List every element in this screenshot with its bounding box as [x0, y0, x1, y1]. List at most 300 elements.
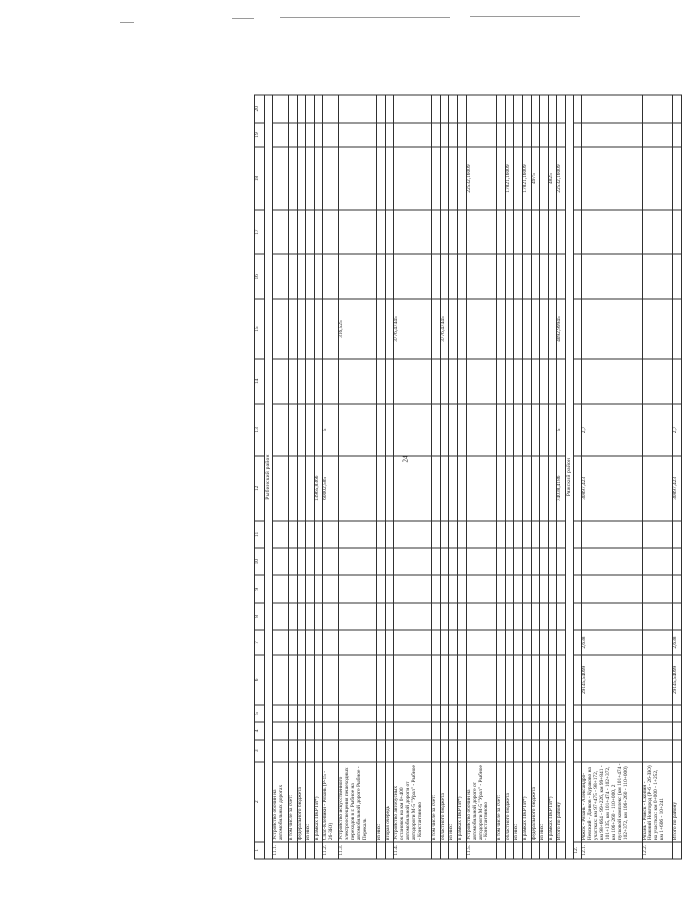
table-cell	[582, 147, 642, 209]
row-name: областного бюджета	[505, 762, 514, 842]
value-cell: 17821,16009	[505, 147, 514, 209]
table-cell	[377, 456, 386, 521]
row-name: вторая очередь	[385, 762, 394, 842]
table-cell	[557, 575, 566, 602]
page-number: 24	[401, 455, 410, 463]
table-cell	[314, 210, 323, 255]
table-cell	[531, 630, 540, 655]
row-number	[523, 842, 532, 859]
table-cell	[557, 521, 566, 548]
table-cell	[288, 147, 297, 209]
table-cell	[314, 655, 323, 705]
table-cell	[505, 740, 514, 762]
row-number: 12.2.	[642, 842, 673, 859]
table-cell	[523, 603, 532, 630]
table-row	[673, 95, 682, 859]
table-cell	[306, 456, 315, 521]
col-header: 14	[255, 359, 265, 404]
table-cell	[323, 123, 339, 148]
row-name: в рамках ПКРТИ*)	[314, 762, 323, 842]
table-cell	[432, 521, 441, 548]
col-header: 13	[255, 404, 265, 456]
table-cell	[523, 521, 532, 548]
table-cell	[449, 630, 458, 655]
table-cell	[306, 299, 315, 359]
table-cell	[339, 740, 377, 762]
table-cell	[377, 299, 386, 359]
table-row	[531, 95, 540, 859]
table-row	[565, 95, 573, 859]
table-cell	[582, 521, 642, 548]
table-cell	[548, 123, 557, 148]
table-cell	[288, 254, 297, 299]
table-cell	[297, 521, 306, 548]
table-cell	[466, 123, 497, 148]
table-cell	[673, 254, 682, 299]
table-cell	[288, 210, 297, 255]
table-cell	[505, 123, 514, 148]
table-cell	[531, 359, 540, 404]
table-cell	[385, 95, 394, 123]
table-cell	[323, 359, 339, 404]
table-cell	[323, 521, 339, 548]
table-cell	[288, 722, 297, 739]
value-cell: 22532,16009	[466, 147, 497, 209]
table-cell	[514, 655, 523, 705]
table-cell	[273, 655, 289, 705]
table-cell	[440, 456, 449, 521]
table-cell	[497, 655, 506, 705]
table-cell	[377, 359, 386, 404]
table-cell	[394, 521, 432, 548]
table-cell	[449, 95, 458, 123]
table-row	[432, 95, 441, 859]
table-cell	[540, 254, 549, 299]
table-cell	[314, 521, 323, 548]
table-cell	[531, 722, 540, 739]
table-cell	[557, 705, 566, 722]
table-cell	[323, 740, 339, 762]
table-cell	[523, 404, 532, 456]
table-cell	[642, 147, 673, 209]
table-cell	[505, 521, 514, 548]
table-cell	[273, 456, 289, 521]
table-cell	[449, 655, 458, 705]
table-cell	[514, 603, 523, 630]
value-cell: 17821,16009	[523, 147, 532, 209]
table-cell	[394, 147, 432, 209]
table-cell	[540, 548, 549, 575]
value-cell: 316,525	[339, 299, 377, 359]
table-cell	[514, 210, 523, 255]
table-cell	[377, 254, 386, 299]
table-cell	[540, 630, 549, 655]
table-cell	[642, 456, 673, 521]
table-cell	[557, 548, 566, 575]
table-cell	[297, 630, 306, 655]
col-header: 4	[255, 722, 265, 739]
table-cell	[314, 123, 323, 148]
table-cell	[440, 404, 449, 456]
row-number	[440, 842, 449, 859]
table-cell	[449, 210, 458, 255]
row-name: Устройство искусственного электроосвещения пешеходных переходов в г. Рыбное на автомобильной дороге Рыбное - Перекаль	[339, 762, 377, 842]
table-cell	[297, 95, 306, 123]
row-number	[449, 842, 458, 859]
table-cell	[297, 404, 306, 456]
table-cell	[323, 630, 339, 655]
table-row	[557, 95, 566, 859]
table-cell	[394, 456, 432, 521]
table-cell	[673, 603, 682, 630]
table-cell	[314, 147, 323, 209]
table-cell	[514, 521, 523, 548]
table-cell	[514, 740, 523, 762]
table-cell	[314, 705, 323, 722]
table-cell	[642, 548, 673, 575]
row-name: федерального бюджета	[531, 762, 540, 842]
table-cell	[306, 147, 315, 209]
table-cell	[394, 722, 432, 739]
table-cell	[297, 603, 306, 630]
table-cell	[531, 740, 540, 762]
table-cell	[377, 521, 386, 548]
table-cell	[385, 740, 394, 762]
table-cell	[385, 123, 394, 148]
table-cell	[673, 299, 682, 359]
table-cell	[466, 740, 497, 762]
table-cell	[673, 210, 682, 255]
table-cell	[449, 603, 458, 630]
col-header: 19	[255, 123, 265, 148]
table-cell	[540, 740, 549, 762]
table-cell	[514, 705, 523, 722]
table-cell	[297, 456, 306, 521]
value-cell: 2,638	[673, 630, 682, 655]
table-cell	[582, 548, 642, 575]
row-name: из них:	[540, 762, 549, 842]
table-cell	[642, 521, 673, 548]
row-name: Итого по району	[557, 762, 566, 842]
table-cell	[288, 299, 297, 359]
table-cell	[306, 548, 315, 575]
table-cell	[323, 722, 339, 739]
table-row	[497, 95, 506, 859]
table-cell	[540, 722, 549, 739]
table-cell	[557, 210, 566, 255]
table-cell	[548, 603, 557, 630]
table-cell	[523, 740, 532, 762]
table-cell	[523, 705, 532, 722]
table-cell	[497, 359, 506, 404]
table-cell	[582, 123, 642, 148]
table-cell	[673, 359, 682, 404]
table-cell	[323, 254, 339, 299]
table-cell	[273, 254, 289, 299]
value-cell: 22532,16009	[557, 147, 566, 209]
table-cell	[306, 521, 315, 548]
table-cell	[314, 740, 323, 762]
section-title-rybinsky: Рыбинский район	[265, 95, 273, 859]
table-cell	[377, 630, 386, 655]
row-number: 12.	[573, 842, 582, 859]
table-cell	[466, 95, 497, 123]
table-cell	[377, 210, 386, 255]
value-cell: 13965,8366	[314, 456, 323, 521]
table-cell	[314, 299, 323, 359]
row-number	[673, 842, 682, 859]
table-cell	[642, 254, 673, 299]
scan-artifact	[120, 22, 134, 23]
value-cell: 29145,54099	[673, 655, 682, 705]
table-cell	[440, 254, 449, 299]
table-cell	[273, 123, 289, 148]
table-cell	[339, 359, 377, 404]
table-cell	[458, 603, 467, 630]
table-cell	[573, 575, 582, 602]
table-row	[377, 95, 386, 859]
table-cell	[323, 210, 339, 255]
table-cell	[548, 705, 557, 722]
table-cell	[273, 548, 289, 575]
table-cell	[273, 359, 289, 404]
table-cell	[288, 359, 297, 404]
table-cell	[557, 359, 566, 404]
table-cell	[505, 95, 514, 123]
table-cell	[548, 655, 557, 705]
row-number	[458, 842, 467, 859]
value-cell: 2,7	[582, 404, 642, 456]
table-cell	[548, 575, 557, 602]
row-number: 11.5.	[466, 842, 497, 859]
table-cell	[394, 404, 432, 456]
table-cell	[440, 548, 449, 575]
col-header: 8	[255, 603, 265, 630]
col-header: 9	[255, 575, 265, 602]
table-cell	[273, 404, 289, 456]
table-cell	[582, 254, 642, 299]
col-header: 10	[255, 548, 265, 575]
table-cell	[531, 210, 540, 255]
table-cell	[339, 603, 377, 630]
table-cell	[497, 548, 506, 575]
row-name: из них:	[306, 762, 315, 842]
table-cell	[288, 95, 297, 123]
table-row	[540, 95, 549, 859]
table-cell	[466, 575, 497, 602]
table-body	[273, 95, 682, 859]
table-cell	[673, 705, 682, 722]
table-cell	[497, 575, 506, 602]
table-cell	[394, 575, 432, 602]
table-cell	[523, 123, 532, 148]
table-cell	[514, 630, 523, 655]
table-cell	[497, 404, 506, 456]
table-row	[458, 95, 467, 859]
table-cell	[432, 740, 441, 762]
table-cell	[394, 630, 432, 655]
table-cell	[531, 254, 540, 299]
table-cell	[458, 722, 467, 739]
table-cell	[273, 95, 289, 123]
table-cell	[466, 630, 497, 655]
table-cell	[466, 254, 497, 299]
table-cell	[385, 630, 394, 655]
table-cell	[449, 740, 458, 762]
table-cell	[540, 603, 549, 630]
table-cell	[449, 456, 458, 521]
table-cell	[449, 548, 458, 575]
table-cell	[505, 575, 514, 602]
table-cell	[497, 254, 506, 299]
table-cell	[377, 740, 386, 762]
table-cell	[288, 575, 297, 602]
table-cell	[458, 456, 467, 521]
row-number	[557, 842, 566, 859]
table-cell	[505, 630, 514, 655]
table-cell	[497, 740, 506, 762]
table-cell	[540, 210, 549, 255]
table-cell	[557, 630, 566, 655]
table-cell	[531, 655, 540, 705]
table-cell	[497, 95, 506, 123]
table-cell	[573, 722, 582, 739]
table-cell	[673, 521, 682, 548]
col-header: 5	[255, 705, 265, 722]
row-number	[377, 842, 386, 859]
col-header: 18	[255, 147, 265, 209]
table-cell	[573, 705, 582, 722]
table-cell	[540, 299, 549, 359]
table-cell	[440, 95, 449, 123]
table-cell	[339, 254, 377, 299]
table-cell	[458, 147, 467, 209]
table-cell	[466, 456, 497, 521]
table-cell	[394, 603, 432, 630]
table-cell	[540, 123, 549, 148]
col-header: 1	[255, 842, 265, 859]
table-cell	[297, 705, 306, 722]
table-row	[323, 95, 339, 859]
table-cell	[323, 299, 339, 359]
table-cell	[642, 404, 673, 456]
table-cell	[385, 722, 394, 739]
table-cell	[540, 359, 549, 404]
table-cell	[449, 404, 458, 456]
table-row	[642, 95, 673, 859]
table-cell	[339, 456, 377, 521]
table-cell	[505, 655, 514, 705]
table-cell	[573, 95, 582, 123]
col-header: 15	[255, 299, 265, 359]
row-name: Спас-Клепики - Рязань (Р-15 - 26-ЗЮ)	[323, 762, 339, 842]
table-cell	[642, 299, 673, 359]
table-cell	[573, 603, 582, 630]
table-cell	[440, 123, 449, 148]
table-cell	[440, 722, 449, 739]
table-cell	[297, 655, 306, 705]
row-name: областного бюджета	[440, 762, 449, 842]
table-cell	[432, 575, 441, 602]
table-cell	[458, 359, 467, 404]
table-cell	[377, 95, 386, 123]
table-cell	[514, 254, 523, 299]
table-cell	[466, 404, 497, 456]
table-cell	[514, 575, 523, 602]
table-cell	[582, 95, 642, 123]
table-cell	[548, 359, 557, 404]
table-cell	[432, 254, 441, 299]
table-cell	[288, 521, 297, 548]
row-name: Устройство обочин на автомобильных дорогах	[273, 762, 289, 842]
table-cell	[385, 456, 394, 521]
table-cell	[440, 603, 449, 630]
table-cell	[440, 147, 449, 209]
table-cell	[497, 630, 506, 655]
col-header: 17	[255, 210, 265, 255]
row-number: 12.1.	[582, 842, 642, 859]
table-cell	[306, 705, 315, 722]
table-cell	[394, 705, 432, 722]
table-cell	[432, 722, 441, 739]
table-cell	[642, 95, 673, 123]
table-cell	[273, 603, 289, 630]
table-cell	[540, 575, 549, 602]
table-cell	[523, 722, 532, 739]
table-cell	[582, 299, 642, 359]
table-cell	[557, 740, 566, 762]
table-cell	[273, 630, 289, 655]
table-cell	[458, 404, 467, 456]
table-cell	[540, 456, 549, 521]
table-cell	[306, 210, 315, 255]
table-cell	[377, 575, 386, 602]
table-cell	[573, 299, 582, 359]
value-cell: 3776,47445	[440, 299, 449, 359]
col-header: 12	[255, 456, 265, 521]
table-cell	[288, 655, 297, 705]
table-cell	[306, 359, 315, 404]
table-cell	[339, 404, 377, 456]
table-cell	[314, 548, 323, 575]
table-cell	[573, 254, 582, 299]
table-cell	[306, 123, 315, 148]
table-cell	[531, 95, 540, 123]
row-number	[288, 842, 297, 859]
table-cell	[573, 147, 582, 209]
table-cell	[540, 404, 549, 456]
table-cell	[531, 456, 540, 521]
table-cell	[548, 210, 557, 255]
table-cell	[297, 575, 306, 602]
header-row	[255, 95, 265, 859]
table-cell	[505, 705, 514, 722]
value-cell: 3776,47445	[394, 299, 432, 359]
table-cell	[642, 603, 673, 630]
table-cell	[288, 740, 297, 762]
table-cell	[377, 404, 386, 456]
table-cell	[514, 722, 523, 739]
table-cell	[323, 575, 339, 602]
table-cell	[339, 521, 377, 548]
table-row	[505, 95, 514, 859]
table-cell	[458, 95, 467, 123]
table-cell	[339, 630, 377, 655]
table-cell	[314, 254, 323, 299]
row-name: Рязань - Ряжск - Скопин - Нижний Новгород (Р-6 - 26-ЗЮ) на участках: км 0+000 - 1+252, км 1+606 - 10+241	[642, 762, 673, 842]
table-cell	[273, 575, 289, 602]
table-cell	[297, 123, 306, 148]
